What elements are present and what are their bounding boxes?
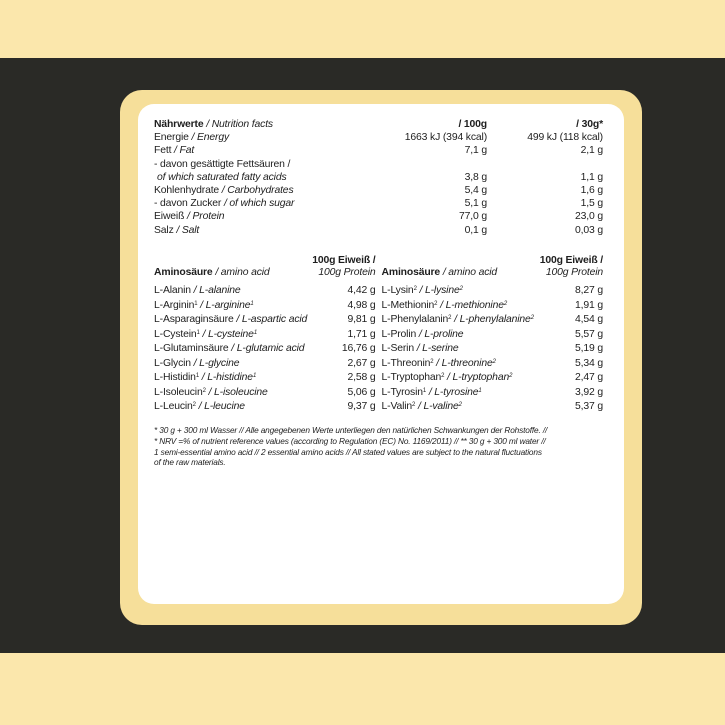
- value-per-100g: 3,8 g: [464, 171, 487, 183]
- amino-name-de: L-Prolin: [381, 328, 417, 340]
- footnote-line: * NRV =% of nutrient reference values (according to Regulation (EC) No. 1169/2011) // ** 30 g + 300 ml water //: [154, 435, 546, 446]
- value-per-30g: 1,6 g: [580, 185, 603, 197]
- amino-name: [382, 386, 482, 399]
- name-separator: /: [444, 372, 453, 384]
- superscript-note: 2: [458, 402, 462, 409]
- superscript-note: 2: [503, 300, 508, 307]
- amino-name-en: L-aspartic acid: [241, 314, 308, 326]
- amino-row: [382, 283, 604, 298]
- amino-name-de: L-Valin: [381, 401, 413, 413]
- amino-name: [154, 313, 307, 326]
- amino-name: [154, 357, 239, 370]
- nutrition-row: [154, 224, 603, 237]
- nutrient-name-en: Fat: [179, 145, 195, 157]
- value-per-30g: 2,1 g: [580, 145, 603, 157]
- amino-name-en: L-threonine: [441, 357, 493, 369]
- nutrient-name-en: of which sugar: [229, 198, 295, 210]
- name-separator: /: [228, 343, 237, 355]
- amino-name-en: L-leucine: [204, 401, 245, 413]
- value-per-100g: 7,1 g: [464, 145, 487, 157]
- nutrition-row: [154, 131, 603, 144]
- amino-value: 2,67 g: [347, 357, 376, 369]
- amino-row: [154, 355, 376, 370]
- amino-value: 4,54 g: [575, 314, 603, 326]
- amino-name-de: L-Asparaginsäure: [154, 314, 234, 326]
- amino-name-en: L-tryptophan: [452, 372, 510, 384]
- value-per-100g: 5,1 g: [464, 198, 487, 210]
- nutrition-table: [154, 118, 603, 237]
- name-separator: /: [416, 285, 425, 297]
- nutrient-name: [154, 210, 374, 223]
- nutrient-name-en: Salt: [181, 224, 200, 236]
- nutrient-name-en: Energy: [196, 132, 230, 144]
- amino-value: 3,92 g: [575, 386, 603, 398]
- amino-value: 5,37 g: [575, 401, 603, 413]
- superscript-note: 1: [252, 373, 257, 380]
- amino-name-de: L-Histidin: [154, 372, 196, 384]
- amino-value: 9,37 g: [347, 401, 376, 413]
- name-separator: /: [205, 386, 215, 398]
- nutrition-header-label: Nährwerte: [154, 119, 204, 130]
- amino-row: [382, 384, 604, 399]
- nutrient-name: [154, 184, 374, 197]
- value-per-30g: 1,1 g: [580, 171, 603, 183]
- amino-header-label: Aminosäure: [154, 266, 213, 278]
- nutrition-header-row: Nährwerte / Nutrition facts / 100g / 30g*: [154, 119, 603, 130]
- amino-name: [154, 299, 254, 312]
- amino-row: [382, 297, 604, 312]
- amino-row: [154, 312, 376, 327]
- amino-name-en: L-isoleucine: [214, 386, 268, 398]
- superscript-note: 1: [478, 387, 482, 394]
- amino-row: [382, 399, 604, 414]
- superscript-note: 1: [194, 300, 198, 307]
- nutrient-name-de: - davon Zucker: [154, 198, 222, 210]
- superscript-note: 2: [530, 315, 534, 322]
- amino-name-de: L-Isoleucin: [154, 386, 203, 398]
- nutrient-name-en: Protein: [192, 211, 225, 223]
- name-separator: /: [219, 185, 228, 197]
- column-header-100g: / 100g: [458, 119, 487, 130]
- nutrient-name: [154, 158, 374, 184]
- label-content: [154, 118, 603, 468]
- name-separator: /: [426, 386, 435, 398]
- name-separator: /: [413, 343, 423, 355]
- nutrient-name-en: of which saturated fatty acids: [157, 171, 287, 183]
- amino-value: 4,98 g: [347, 299, 376, 311]
- name-separator: /: [221, 198, 230, 210]
- name-separator: /: [433, 357, 442, 369]
- amino-row: [154, 326, 376, 341]
- superscript-note: 2: [192, 402, 196, 409]
- value-per-30g: 1,5 g: [580, 198, 603, 210]
- value-per-100g: 0,1 g: [464, 224, 487, 236]
- amino-value: 16,76 g: [341, 343, 376, 355]
- amino-name-en: L-valine: [423, 401, 459, 413]
- amino-name: [382, 400, 462, 413]
- amino-column-left: [154, 251, 376, 414]
- amino-name-de: L-Threonin: [381, 357, 431, 369]
- amino-name-en: L-alanine: [199, 285, 241, 297]
- amino-name-de: L-Serin: [381, 343, 414, 355]
- amino-name: [154, 284, 241, 297]
- name-separator: /: [190, 285, 200, 297]
- amino-acid-table: [154, 251, 603, 414]
- amino-name: [382, 313, 534, 326]
- amino-name-en: L-lysine: [424, 285, 460, 297]
- nutrition-label-panel: [138, 104, 624, 604]
- amino-row: [382, 326, 604, 341]
- value-per-30g: 23,0 g: [575, 211, 603, 223]
- footnote: [154, 425, 603, 467]
- name-separator: /: [415, 401, 424, 413]
- nutrient-name-en: Carbohydrates: [227, 185, 294, 197]
- superscript-note: 1: [196, 329, 200, 336]
- amino-name-de: L-Cystein: [154, 328, 197, 340]
- value-per-100g: 5,4 g: [464, 185, 487, 197]
- nutrient-name: [154, 224, 374, 237]
- nutrient-name-de: Energie: [154, 132, 189, 144]
- name-separator: /: [199, 328, 208, 340]
- footnote-line: 1 semi-essential amino acid // 2 essential amino acids // All stated values are subject to the natural fluctuations: [154, 446, 542, 457]
- amino-name: [382, 342, 459, 355]
- name-separator: /: [451, 314, 460, 326]
- name-separator: /: [171, 145, 180, 157]
- nutrient-name: [154, 131, 374, 144]
- name-separator: /: [184, 211, 193, 223]
- superscript-note: 2: [202, 387, 206, 394]
- superscript-note: 2: [430, 358, 434, 365]
- amino-name-de: L-Lysin: [381, 285, 414, 297]
- nutrient-name-de: Fett: [154, 145, 172, 157]
- superscript-note: 1: [253, 329, 257, 336]
- nutrient-name-de: Kohlenhydrate: [154, 185, 220, 197]
- amino-name-en: L-phenylalanine: [459, 314, 531, 326]
- footnote-line: * 30 g + 300 ml Wasser // Alle angegebenen Werte unterliegen den natürlichen Schwankungen der Rohstoffe. //: [154, 425, 548, 436]
- nutrient-name: [154, 197, 374, 210]
- amino-name-de: L-Glycin: [154, 357, 191, 369]
- amino-column-right: [382, 251, 604, 414]
- nutrition-row: [154, 197, 603, 210]
- amino-row: [154, 297, 376, 312]
- superscript-note: 2: [459, 286, 463, 293]
- superscript-note: 2: [448, 315, 452, 322]
- amino-name: [382, 299, 508, 312]
- amino-row: [382, 370, 604, 385]
- amino-value: 5,06 g: [347, 386, 376, 398]
- amino-value: 1,91 g: [575, 299, 603, 311]
- amino-name-en: L-cysteine: [207, 328, 254, 340]
- nutrient-name-de: - davon gesättigte Fettsäuren /: [154, 158, 291, 170]
- nutrition-row: [154, 144, 603, 157]
- amino-value: 2,58 g: [347, 372, 376, 384]
- amino-name-de: L-Methionin: [381, 299, 435, 311]
- amino-name-en: L-arginine: [205, 299, 251, 311]
- amino-name: [154, 342, 304, 355]
- name-separator: /: [233, 314, 242, 326]
- amino-list-right: [382, 283, 604, 414]
- amino-header-label-en: amino acid: [448, 266, 498, 278]
- amino-name-en: L-methionine: [445, 299, 504, 311]
- nutrition-row: [154, 158, 603, 184]
- amino-name: [382, 357, 496, 370]
- amino-name: [154, 328, 257, 341]
- amino-name-en: L-proline: [424, 328, 464, 340]
- amino-name: [382, 328, 464, 341]
- amino-unit-header: 100g Eiweiß / 100g Protein: [539, 254, 603, 278]
- amino-name-de: L-Tyrosin: [381, 386, 423, 398]
- amino-header-label: Aminosäure: [381, 266, 441, 278]
- superscript-note: 2: [441, 373, 445, 380]
- amino-value: 1,71 g: [347, 328, 376, 340]
- amino-name: [154, 371, 256, 384]
- amino-value: 5,57 g: [575, 328, 603, 340]
- amino-name-en: L-glutamic acid: [236, 343, 305, 355]
- amino-name: [154, 386, 268, 399]
- amino-value: 2,47 g: [575, 372, 603, 384]
- superscript-note: 2: [509, 373, 513, 380]
- amino-row: [154, 370, 376, 385]
- name-separator: /: [197, 299, 206, 311]
- nutrient-name-de: Salz: [154, 224, 174, 236]
- name-separator: /: [190, 357, 200, 369]
- superscript-note: 2: [492, 358, 496, 365]
- name-separator: /: [437, 299, 446, 311]
- nutrient-name-de: Eiweiß: [154, 211, 185, 223]
- name-separator: /: [173, 224, 182, 236]
- amino-row: [154, 384, 376, 399]
- amino-name-en: L-tyrosine: [434, 386, 479, 398]
- amino-row: [154, 399, 376, 414]
- amino-name-de: L-Phenylalanin: [381, 314, 449, 326]
- amino-value: 5,19 g: [575, 343, 603, 355]
- amino-value: 8,27 g: [575, 285, 603, 297]
- value-per-30g: 0,03 g: [575, 224, 603, 236]
- amino-name-de: L-Arginin: [154, 299, 195, 311]
- name-separator: /: [416, 328, 425, 340]
- nutrient-name: [154, 144, 374, 157]
- column-header-30g: / 30g*: [576, 119, 603, 130]
- superscript-note: 2: [434, 300, 438, 307]
- amino-name: [154, 400, 245, 413]
- amino-name-en: L-glycine: [199, 357, 240, 369]
- value-per-30g: 499 kJ (118 kcal): [527, 132, 603, 144]
- amino-unit-header: 100g Eiweiß / 100g Protein: [312, 254, 376, 278]
- amino-row: [154, 283, 376, 298]
- amino-row: [382, 312, 604, 327]
- amino-value: 9,81 g: [347, 314, 376, 326]
- amino-row: [382, 355, 604, 370]
- name-separator: /: [199, 372, 208, 384]
- nutrition-rows: [154, 131, 603, 237]
- amino-header-right: Aminosäure / amino acid 100g Eiweiß / 100g Protein: [381, 254, 603, 278]
- superscript-note: 1: [250, 300, 254, 307]
- footnote-line: of the raw materials.: [154, 457, 226, 468]
- name-separator: /: [195, 401, 205, 413]
- amino-row: [382, 341, 604, 356]
- amino-name-de: L-Tryptophan: [381, 372, 442, 384]
- amino-name-en: L-serine: [422, 343, 459, 355]
- amino-name-de: L-Glutaminsäure: [154, 343, 229, 355]
- amino-value: 4,42 g: [347, 285, 376, 297]
- amino-row: [154, 341, 376, 356]
- amino-name-en: L-histidine: [207, 372, 253, 384]
- superscript-note: 1: [195, 373, 199, 380]
- nutrition-row: [154, 184, 603, 197]
- amino-name: [382, 284, 463, 297]
- amino-name-de: L-Alanin: [154, 285, 191, 297]
- superscript-note: 2: [412, 402, 416, 409]
- amino-name-de: L-Leucin: [154, 401, 193, 413]
- nutrition-row: [154, 210, 603, 223]
- amino-value: 5,34 g: [575, 357, 603, 369]
- amino-header-label-en: amino acid: [220, 266, 270, 278]
- amino-list-left: [154, 283, 376, 414]
- superscript-note: 1: [422, 387, 427, 394]
- nutrition-header-label-en: Nutrition facts: [211, 119, 273, 130]
- value-per-100g: 77,0 g: [459, 211, 487, 223]
- amino-name: [382, 371, 513, 384]
- amino-header-left: Aminosäure / amino acid 100g Eiweiß / 100g Protein: [154, 254, 376, 278]
- superscript-note: 2: [413, 286, 417, 293]
- name-separator: /: [188, 132, 197, 144]
- value-per-100g: 1663 kJ (394 kcal): [404, 132, 487, 144]
